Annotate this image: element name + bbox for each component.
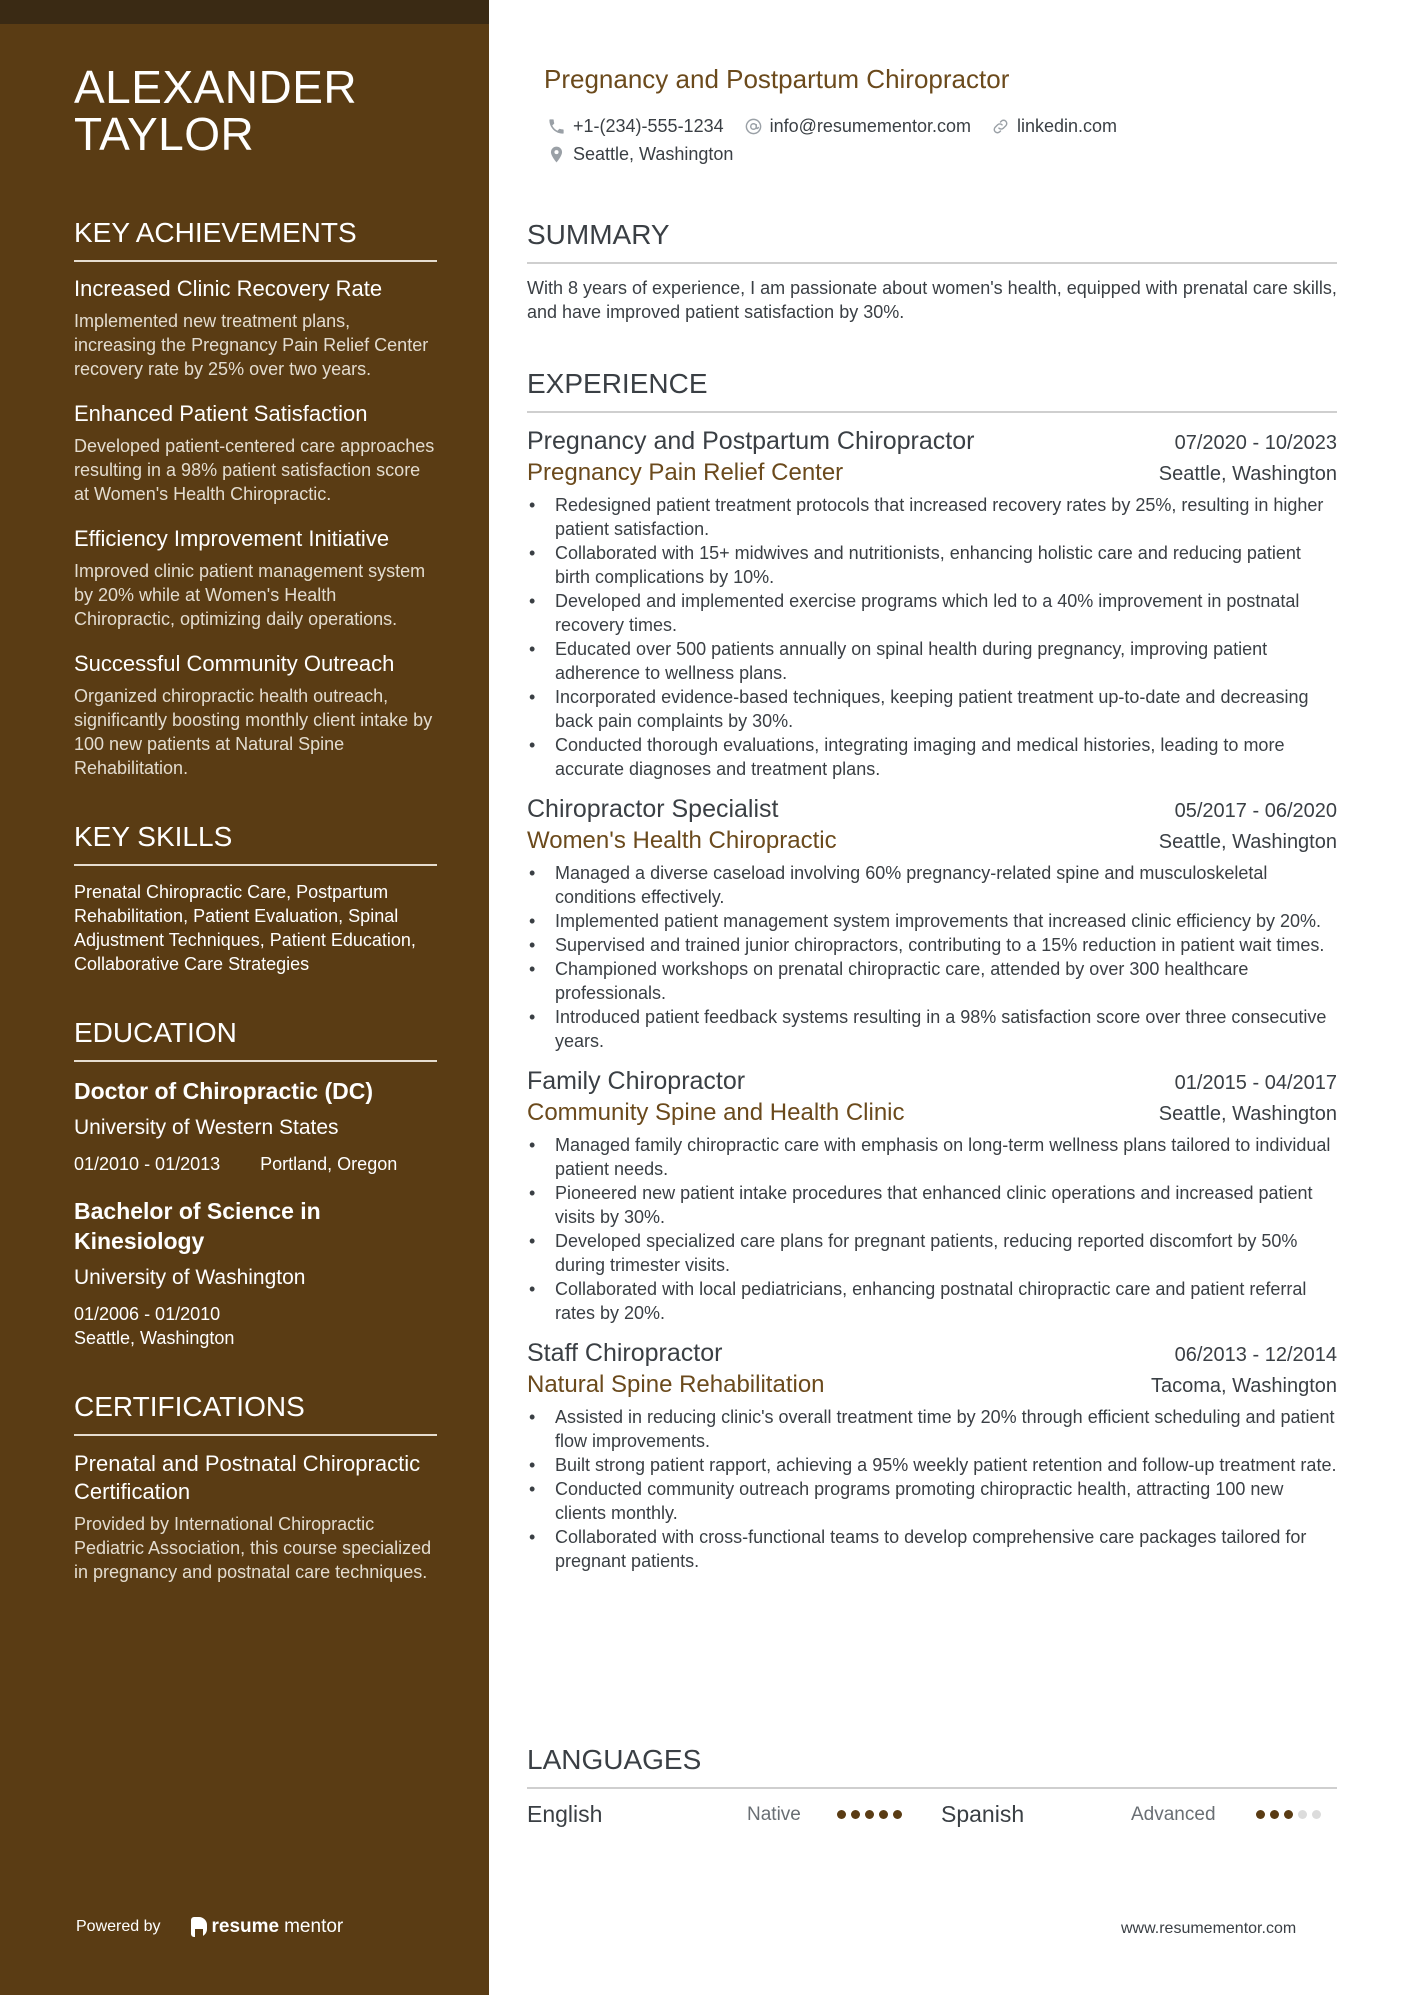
languages-section xyxy=(527,1743,1337,1828)
education-dates: 01/2006 - 01/2010 xyxy=(74,1304,221,1324)
language-rating xyxy=(837,1810,902,1819)
linkedin-text: linkedin.com xyxy=(1016,115,1118,136)
skills-heading: KEY SKILLS xyxy=(74,820,437,866)
resumementor-logo[interactable] xyxy=(191,1916,344,1938)
at-icon xyxy=(744,117,763,136)
contact-info xyxy=(547,113,1307,169)
location-text: Seattle, Washington xyxy=(573,143,734,164)
key-achievements-section xyxy=(74,216,437,780)
candidate-name xyxy=(74,61,437,160)
job-bullets xyxy=(527,1133,1337,1325)
rating-dot xyxy=(893,1810,902,1819)
rating-dot xyxy=(837,1810,846,1819)
job-bullet: • Implemented patient management system improvements that increased clinic efficiency by 20%. xyxy=(527,909,1337,933)
job-dates: 05/2017 - 06/2020 xyxy=(1174,800,1337,822)
headline: Pregnancy and Postpartum Chiropractor xyxy=(544,64,1010,94)
experience-section xyxy=(527,367,1337,1573)
language-rating xyxy=(1256,1810,1321,1819)
name-last: TAYLOR xyxy=(74,108,255,160)
brand-light: mentor xyxy=(284,1916,344,1937)
achievement-desc: Implemented new treatment plans, increasing the Pregnancy Pain Relief Center recovery rate by 25% over two years. xyxy=(74,311,429,379)
education-school: University of Washington xyxy=(74,1266,306,1289)
job-bullets xyxy=(527,493,1337,781)
job-entry xyxy=(527,425,1337,781)
phone-icon xyxy=(547,117,566,136)
education-meta xyxy=(74,1302,437,1350)
brand-bold: resume xyxy=(211,1916,280,1937)
skills-list: Prenatal Chiropractic Care, Postpartum Rehabilitation, Patient Evaluation, Spinal Adjustment Techniques, Patient Education, Collaborative Care Strategies xyxy=(74,882,416,974)
phone-text: +1-(234)-555-1234 xyxy=(573,115,724,136)
job-bullet: • Built strong patient rapport, achieving a 95% weekly patient retention and follow-up treatment rate. xyxy=(527,1453,1337,1477)
achievement-desc: Improved clinic patient management system by 20% while at Women's Health Chiropractic, optimizing daily operations. xyxy=(74,561,426,629)
job-bullet: • Assisted in reducing clinic's overall treatment time by 20% through efficient scheduling and patient flow improvements. xyxy=(527,1405,1337,1453)
achievement-desc: Developed patient-centered care approaches resulting in a 98% patient satisfaction score at Women's Health Chiropractic. xyxy=(74,436,435,504)
summary-section xyxy=(527,218,1337,324)
job-location: Seattle, Washington xyxy=(1158,831,1337,853)
languages-heading: LANGUAGES xyxy=(527,1743,1337,1789)
job-bullet: • Managed family chiropractic care with emphasis on long-term wellness plans tailored to individual patient needs. xyxy=(527,1133,1337,1181)
achievement-title: Efficiency Improvement Initiative xyxy=(74,526,390,551)
job-dates: 07/2020 - 10/2023 xyxy=(1174,432,1337,454)
education-school: University of Western States xyxy=(74,1116,339,1139)
footer-url[interactable]: www.resumementor.com xyxy=(1121,1920,1297,1937)
job-title: Chiropractor Specialist xyxy=(527,795,779,823)
education-location: Portland, Oregon xyxy=(260,1154,398,1174)
job-title: Pregnancy and Postpartum Chiropractor xyxy=(527,427,975,455)
powered-by-label: Powered by xyxy=(76,1918,161,1935)
language-name: English xyxy=(527,1801,603,1827)
job-dates: 01/2015 - 04/2017 xyxy=(1174,1072,1337,1094)
education-section xyxy=(74,1016,437,1350)
resumementor-logo-icon xyxy=(191,1917,207,1937)
job-bullet: • Introduced patient feedback systems resulting in a 98% satisfaction score over three consecutive years. xyxy=(527,1005,1337,1053)
job-location: Seattle, Washington xyxy=(1158,1103,1337,1125)
rating-dot xyxy=(1312,1810,1321,1819)
experience-heading: EXPERIENCE xyxy=(527,367,1337,413)
job-company: Pregnancy Pain Relief Center xyxy=(527,459,844,486)
job-location: Tacoma, Washington xyxy=(1150,1375,1337,1397)
key-skills-section xyxy=(74,820,437,976)
contact-email[interactable] xyxy=(744,116,971,137)
certifications-section xyxy=(74,1390,437,1584)
sidebar xyxy=(0,0,489,1995)
job-bullets xyxy=(527,1405,1337,1573)
rating-dot xyxy=(865,1810,874,1819)
summary-heading: SUMMARY xyxy=(527,218,1337,264)
job-bullet: • Managed a diverse caseload involving 60% pregnancy-related spine and musculoskeletal conditions effectively. xyxy=(527,861,1337,909)
link-icon xyxy=(991,117,1010,136)
job-bullet: • Championed workshops on prenatal chiropractic care, attended by over 300 healthcare professionals. xyxy=(527,957,1337,1005)
contact-linkedin[interactable] xyxy=(991,116,1117,137)
achievement-title: Enhanced Patient Satisfaction xyxy=(74,401,368,426)
education-heading: EDUCATION xyxy=(74,1016,437,1062)
achievement-title: Successful Community Outreach xyxy=(74,651,395,676)
summary-text: With 8 years of experience, I am passionate about women's health, equipped with prenatal care skills, and have improved patient satisfaction by 30%. xyxy=(527,278,1337,322)
certification-title: Prenatal and Postnatal Chiropractic Certification xyxy=(74,1451,421,1504)
language-item xyxy=(527,1801,923,1828)
name-first: ALEXANDER xyxy=(74,61,358,113)
education-location: Seattle, Washington xyxy=(74,1328,235,1348)
job-bullet: • Supervised and trained junior chiropractors, contributing to a 15% reduction in patient wait times. xyxy=(527,933,1337,957)
rating-dot xyxy=(879,1810,888,1819)
language-name: Spanish xyxy=(941,1801,1025,1827)
achievement-desc: Organized chiropractic health outreach, significantly boosting monthly client intake by 100 new patients at Natural Spine Rehabilitation. xyxy=(74,686,433,778)
job-location: Seattle, Washington xyxy=(1158,463,1337,485)
language-level: Advanced xyxy=(1131,1803,1216,1825)
contact-location xyxy=(547,144,733,165)
achievements-heading: KEY ACHIEVEMENTS xyxy=(74,216,437,262)
certification-desc: Provided by International Chiropractic Pediatric Association, this course specialized in pregnancy and postnatal care techniques. xyxy=(74,1514,432,1582)
job-bullet: • Collaborated with cross-functional teams to develop comprehensive care packages tailored for pregnant patients. xyxy=(527,1525,1337,1573)
rating-dot xyxy=(1256,1810,1265,1819)
job-bullet: • Developed and implemented exercise programs which led to a 40% improvement in postnatal recovery times. xyxy=(527,589,1337,637)
rating-dot xyxy=(1270,1810,1279,1819)
rating-dot xyxy=(1284,1810,1293,1819)
language-level: Native xyxy=(747,1803,801,1825)
job-bullet: • Collaborated with local pediatricians, enhancing postnatal chiropractic care and patient referral rates by 20%. xyxy=(527,1277,1337,1325)
location-pin-icon xyxy=(547,145,566,164)
job-bullet: • Collaborated with 15+ midwives and nutritionists, enhancing holistic care and reducing patient birth complications by 10%. xyxy=(527,541,1337,589)
education-meta xyxy=(74,1152,437,1176)
job-company: Women's Health Chiropractic xyxy=(527,827,837,854)
rating-dot xyxy=(1298,1810,1307,1819)
job-bullet: • Conducted community outreach programs promoting chiropractic health, attracting 100 new clients monthly. xyxy=(527,1477,1337,1525)
job-entry xyxy=(527,1337,1337,1573)
rating-dot xyxy=(851,1810,860,1819)
job-company: Natural Spine Rehabilitation xyxy=(527,1371,825,1398)
job-bullet: • Educated over 500 patients annually on spinal health during pregnancy, improving patient adherence to wellness plans. xyxy=(527,637,1337,685)
job-title: Family Chiropractor xyxy=(527,1067,746,1095)
email-text: info@resumementor.com xyxy=(769,115,971,136)
language-item xyxy=(941,1801,1337,1828)
job-bullets xyxy=(527,861,1337,1053)
job-entry xyxy=(527,793,1337,1053)
job-bullet: • Pioneered new patient intake procedures that enhanced clinic operations and increased patient visits by 30%. xyxy=(527,1181,1337,1229)
education-dates: 01/2010 - 01/2013 xyxy=(74,1154,221,1174)
education-degree: Bachelor of Science in Kinesiology xyxy=(74,1198,321,1254)
achievement-title: Increased Clinic Recovery Rate xyxy=(74,276,383,301)
job-bullet: • Conducted thorough evaluations, integrating imaging and medical histories, leading to more accurate diagnoses and treatment plans. xyxy=(527,733,1337,781)
contact-phone[interactable] xyxy=(547,116,724,137)
education-degree: Doctor of Chiropractic (DC) xyxy=(74,1078,373,1104)
achievement-item xyxy=(74,399,437,506)
certifications-heading: CERTIFICATIONS xyxy=(74,1390,437,1436)
job-entry xyxy=(527,1065,1337,1325)
powered-by xyxy=(76,1916,343,1938)
job-company: Community Spine and Health Clinic xyxy=(527,1099,905,1126)
job-title: Staff Chiropractor xyxy=(527,1339,723,1367)
sidebar-top-band xyxy=(0,0,489,24)
achievement-item xyxy=(74,274,437,381)
achievement-item xyxy=(74,524,437,631)
job-dates: 06/2013 - 12/2014 xyxy=(1174,1344,1337,1366)
achievement-item xyxy=(74,649,437,780)
job-bullet: • Incorporated evidence-based techniques, keeping patient treatment up-to-date and decreasing back pain complaints by 30%. xyxy=(527,685,1337,733)
job-bullet: • Redesigned patient treatment protocols that increased recovery rates by 25%, resulting in higher patient satisfaction. xyxy=(527,493,1337,541)
job-bullet: • Developed specialized care plans for pregnant patients, reducing reported discomfort by 50% during trimester visits. xyxy=(527,1229,1337,1277)
